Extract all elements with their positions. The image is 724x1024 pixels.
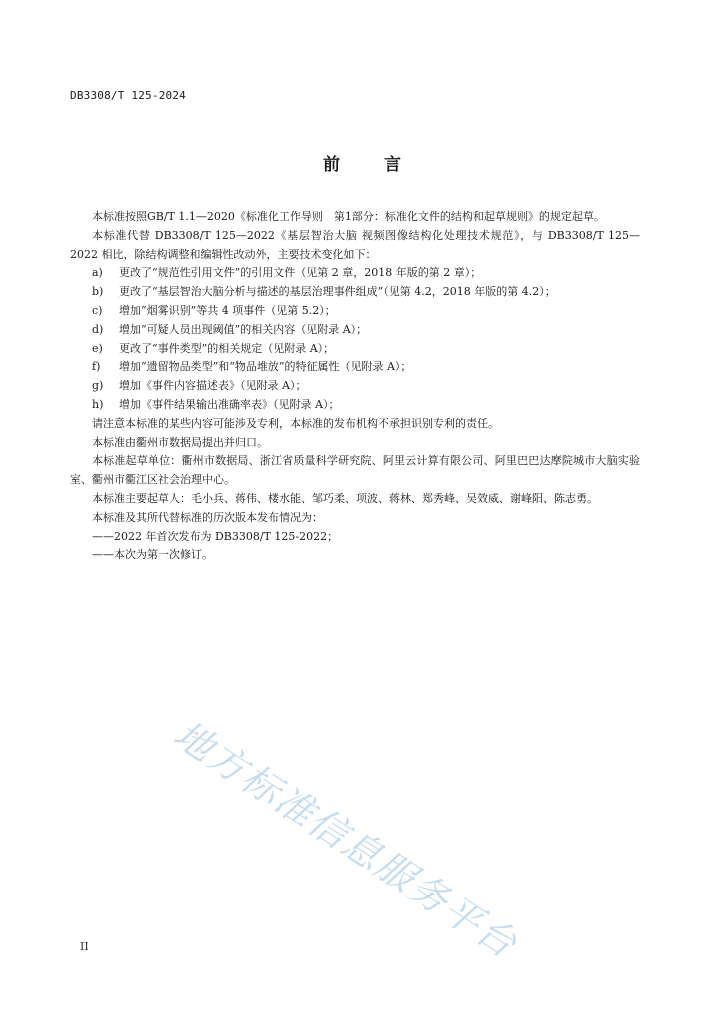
paragraph-drafting-rules: 本标准按照GB/T 1.1—2020《标准化工作导则 第1部分：标准化文件的结构和起草规则》的规定起草。 [92, 210, 605, 223]
list-item-label: d) [92, 322, 104, 336]
document-code: DB3308/T 125-2024 [70, 89, 186, 102]
paragraph-patent-notice: 请注意本标准的某些内容可能涉及专利，本标准的发布机构不承担识别专利的责任。 [92, 416, 499, 430]
page-title [0, 150, 724, 175]
list-item-label: a) [92, 266, 103, 280]
list-item [70, 321, 640, 340]
changes-list [70, 264, 640, 414]
list-item-label: c) [92, 303, 103, 317]
list-item-label: e) [92, 341, 103, 355]
paragraph-history-current: ——本次为第一次修订。 [92, 548, 213, 562]
list-item-text: 更改了“基层智治大脑分析与描述的基层治理事件组成”（见第 4.2，2018 年版的第 4.2）； [119, 285, 556, 299]
list-item-text: 增加《事件结果输出准确率表》（见附录 A）； [119, 397, 340, 411]
foreword-body [70, 208, 640, 565]
list-item-label: h) [92, 397, 104, 411]
title-char-2: 言 [384, 155, 401, 175]
list-item [70, 340, 640, 359]
paragraph-drafters: 本标准主要起草人：毛小兵、蒋伟、楼水能、邹巧柔、项波、蒋林、郑秀峰、吴效威、谢峰阳、陈志勇。 [92, 491, 598, 505]
list-item-text: 更改了“事件类型”的相关规定（见附录 A）； [119, 341, 335, 355]
paragraph-history-2022: ——2022 年首次发布为 DB3308/T 125-2022； [92, 529, 339, 543]
list-item-text: 增加“遗留物品类型”和“物品堆放”的特征属性（见附录 A）； [119, 360, 412, 374]
list-item [70, 396, 640, 415]
list-item-text: 增加《事件内容描述表》（见附录 A）； [119, 379, 307, 393]
list-item-label: f) [92, 360, 101, 374]
list-item [70, 358, 640, 377]
watermark: 地方标准信息服务平台 [166, 711, 526, 967]
page-number: II [80, 940, 89, 953]
list-item-text: 增加“可疑人员出现阈值”的相关内容（见附录 A）； [119, 322, 368, 336]
paragraph-proposer: 本标准由衢州市数据局提出并归口。 [92, 435, 268, 449]
paragraph-replaces: 本标准代替 DB3308/T 125—2022《基层智治大脑 视频图像结构化处理技术规范》，与 DB3308/T 125—2022 相比，除结构调整和编辑性改动外，主要技术变化如下： [70, 228, 640, 261]
list-item-text: 增加“烟雾识别”等共 4 项事件（见第 5.2）； [119, 303, 336, 317]
list-item [70, 377, 640, 396]
title-char-1: 前 [323, 155, 340, 175]
list-item-label: b) [92, 285, 104, 299]
paragraph-history-intro: 本标准及其所代替标准的历次版本发布情况为： [92, 510, 323, 524]
paragraph-drafting-units: 本标准起草单位：衢州市数据局、浙江省质量科学研究院、阿里云计算有限公司、阿里巴巴达摩院城市大脑实验室、衢州市衢江区社会治理中心。 [70, 454, 640, 487]
list-item [70, 302, 640, 321]
list-item-label: g) [92, 379, 104, 393]
list-item [70, 283, 640, 302]
list-item-text: 更改了“规范性引用文件”的引用文件（见第 2 章，2018 年版的第 2 章）； [119, 266, 482, 280]
list-item [70, 264, 640, 283]
